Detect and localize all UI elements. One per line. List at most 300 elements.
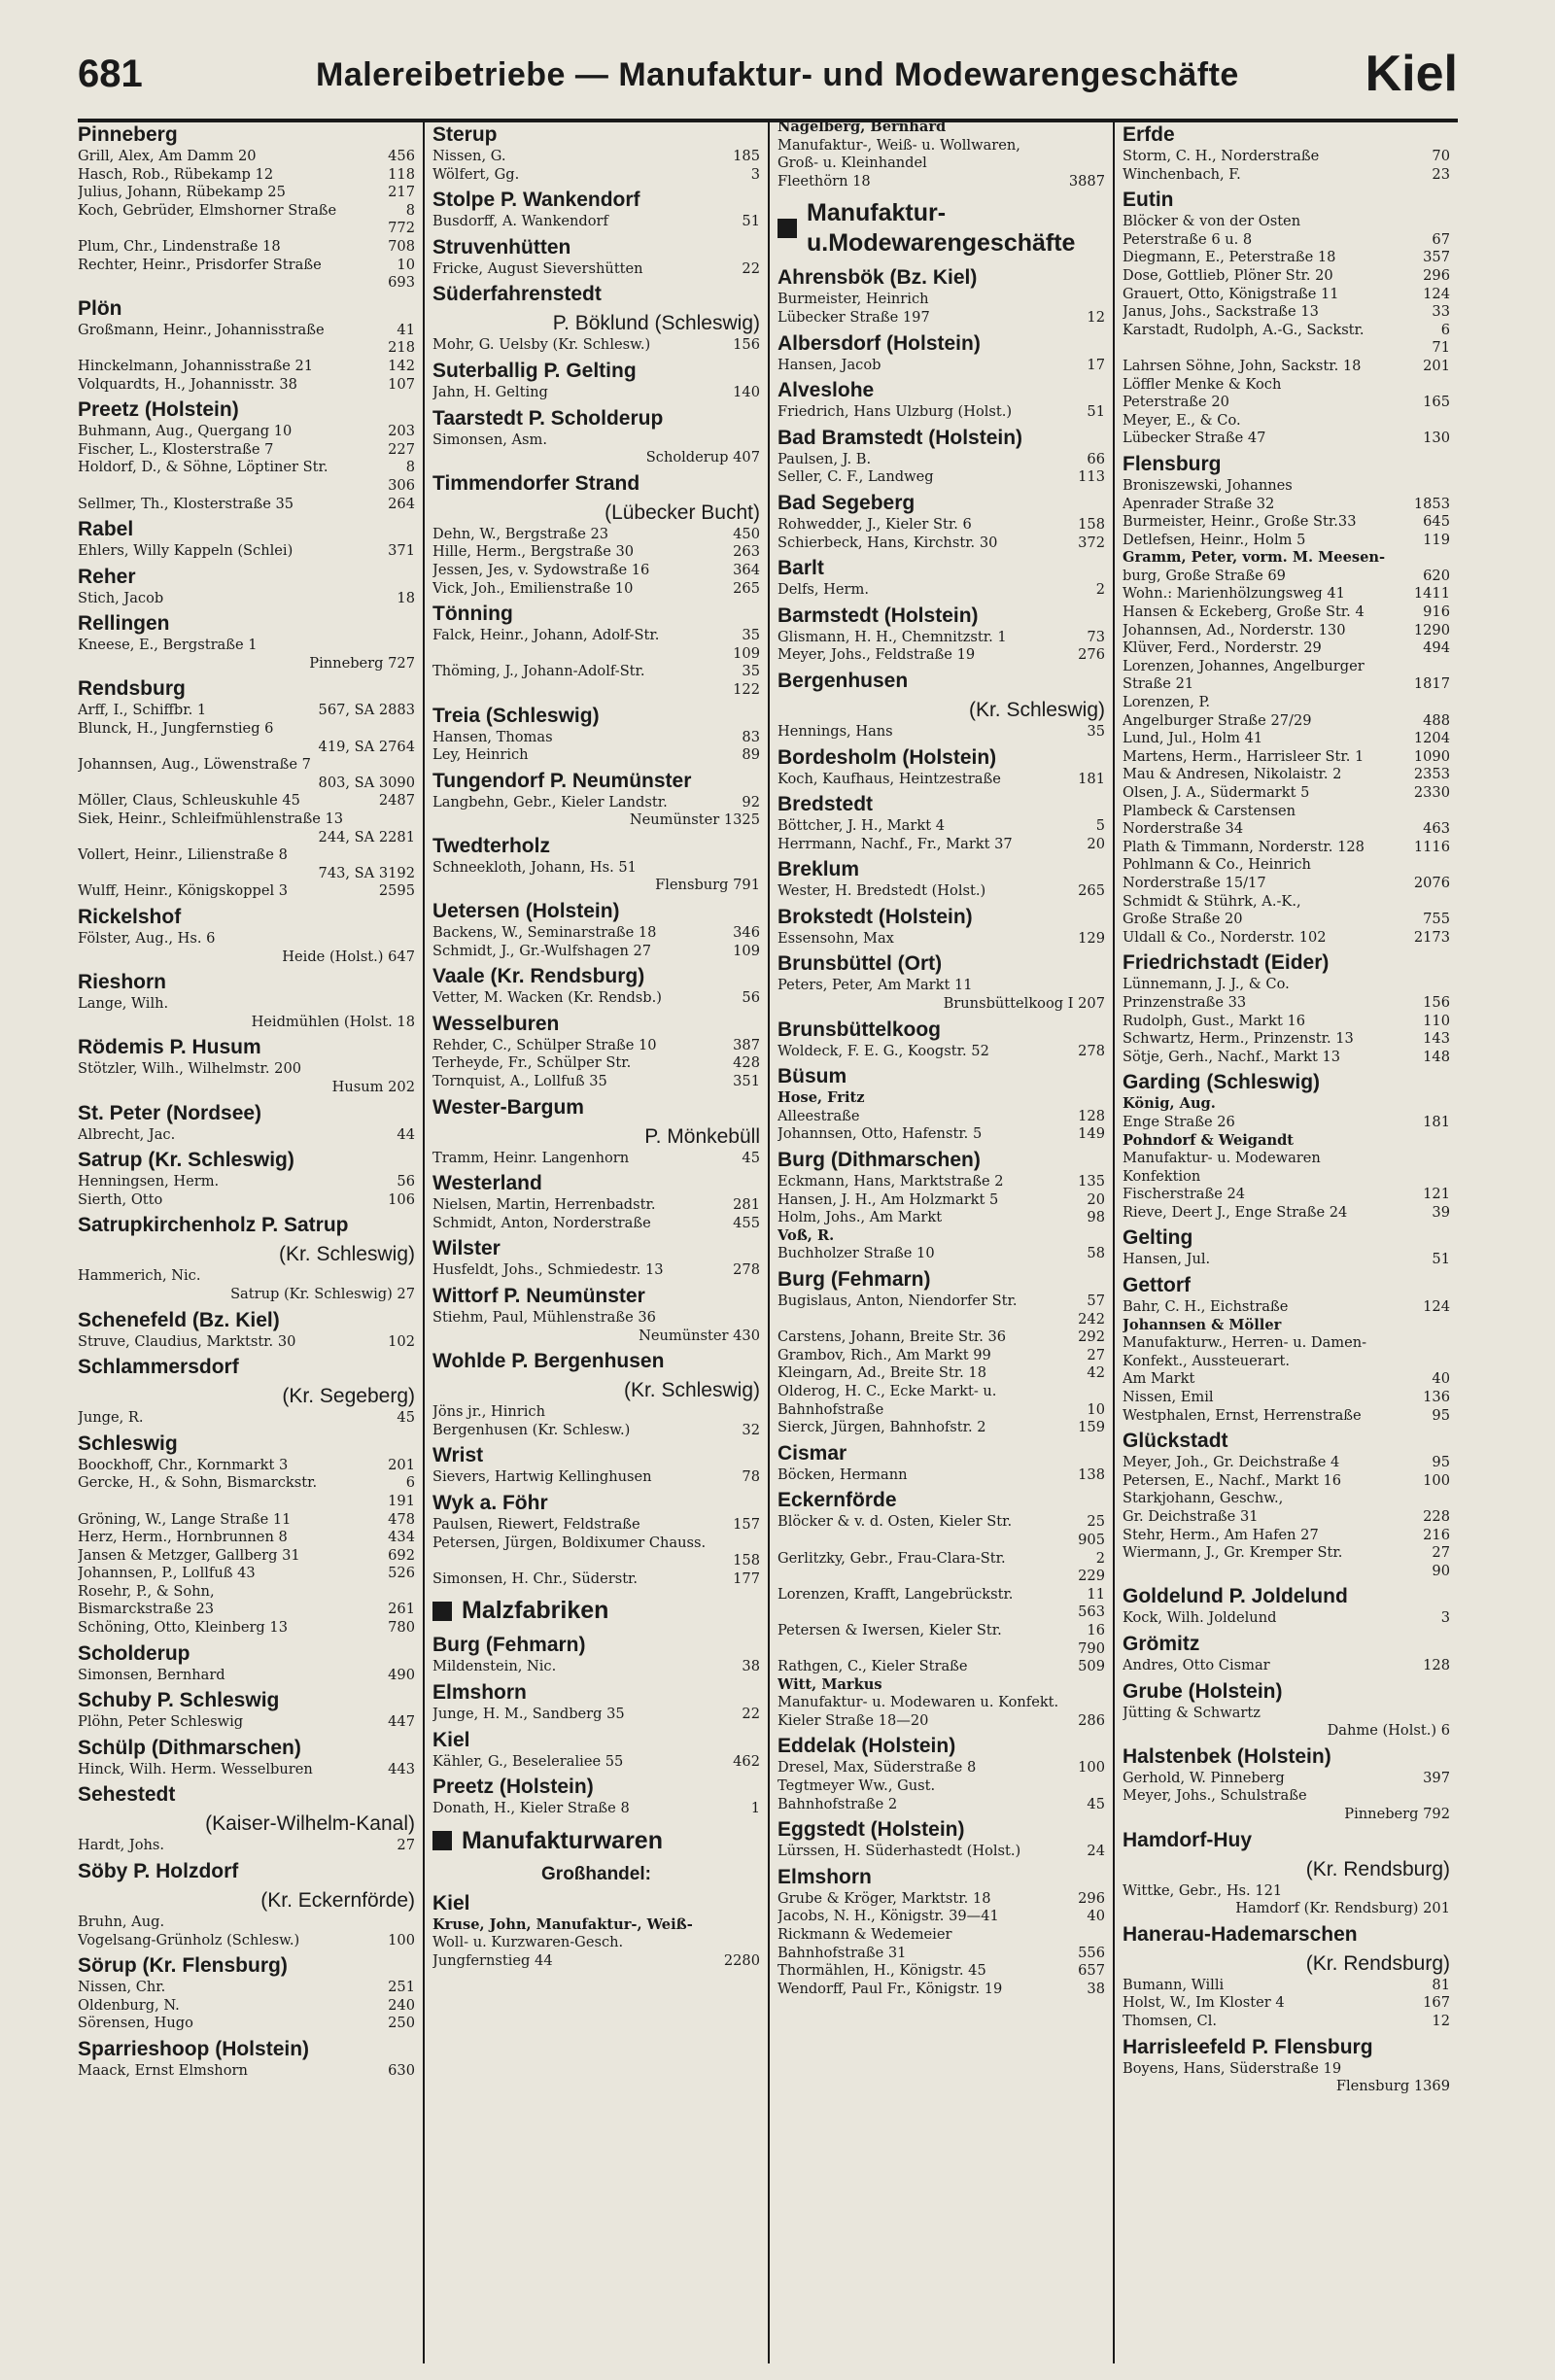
- entry-name: Junge, R.: [78, 1409, 144, 1427]
- entry-name: Detlefsen, Heinr., Holm 5: [1123, 531, 1306, 548]
- entry-name: Starkjohann, Geschw.,: [1123, 1490, 1284, 1507]
- entry-name: Donath, H., Kieler Straße 8: [432, 1800, 630, 1817]
- entry-phone: 121: [1423, 1186, 1450, 1203]
- entry-continuation: Neumünster 430: [639, 1327, 760, 1344]
- town-subheading: (Kr. Segeberg): [282, 1385, 415, 1408]
- town-heading: Sterup: [432, 123, 498, 146]
- entry-phone: 240: [388, 1996, 415, 2014]
- entry-phone: [1446, 1168, 1450, 1187]
- town-heading: St. Peter (Nordsee): [78, 1101, 262, 1124]
- listing-entry: [432, 627, 760, 645]
- listing-entry: [1123, 2013, 1450, 2031]
- town-heading: Wrist: [432, 1444, 484, 1467]
- entry-name: Plum, Chr., Lindenstraße 18: [78, 237, 281, 255]
- entry-continuation: Hamdorf (Kr. Rendsburg) 201: [1235, 1900, 1450, 1917]
- listing-entry: [432, 213, 760, 231]
- entry-phone: 2353: [1413, 766, 1450, 783]
- listing-entry: [432, 1570, 760, 1589]
- listing-entry: [1123, 604, 1450, 622]
- listing-entry: [1123, 766, 1450, 784]
- entry-name: Lund, Jul., Holm 41: [1123, 730, 1263, 747]
- entry-continuation: 244, SA 2281: [318, 828, 415, 845]
- town-subheading: (Lübecker Bucht): [605, 500, 760, 524]
- town-heading: Grube (Holstein): [1123, 1679, 1283, 1703]
- listing-entry: [778, 1777, 1105, 1796]
- listing-entry: [1123, 231, 1450, 250]
- entry-name: Nissen, G.: [432, 148, 506, 164]
- entry-continuation: Neumünster 1325: [629, 811, 760, 829]
- entry-name: Carstens, Johann, Breite Str. 36: [778, 1328, 1007, 1346]
- entry-name: Jungfernstieg 44: [432, 1951, 553, 1969]
- listing-entry: [432, 1150, 760, 1168]
- entry-name: Husfeldt, Johs., Schmiedestr. 13: [432, 1261, 664, 1279]
- listing-entry: [78, 1667, 415, 1685]
- entry-name: Lahrsen Söhne, John, Sackstr. 18: [1123, 357, 1362, 374]
- listing-entry: [1123, 1994, 1450, 2013]
- listing-entry: [78, 166, 415, 185]
- listing-entry: [778, 1383, 1105, 1401]
- entry-phone: 124: [1423, 285, 1450, 302]
- section-heading-text: Malzfabriken: [462, 1597, 609, 1625]
- entry-phone: 265: [1078, 882, 1105, 900]
- listing-entry: [1123, 639, 1450, 658]
- entry-name: Hansen, Thomas: [432, 728, 553, 745]
- listing-entry: [78, 322, 415, 340]
- listing-entry: [778, 1347, 1105, 1365]
- town-heading: Wilster: [432, 1237, 501, 1260]
- town-heading: Bredstedt: [778, 793, 874, 816]
- entry-phone: 286: [1078, 1711, 1105, 1729]
- entry-name: Hansen, Jul.: [1123, 1251, 1211, 1268]
- entry-name: Grube & Kröger, Marktstr. 18: [778, 1889, 991, 1907]
- entry-name: Norderstraße 15/17: [1123, 874, 1266, 891]
- entry-phone: [1446, 1882, 1450, 1901]
- entry-phone: [1101, 1926, 1105, 1945]
- entry-phone: 264: [388, 495, 415, 512]
- entry-phone: 35: [742, 627, 760, 644]
- entry-continuation: Scholderup 407: [645, 449, 760, 466]
- entry-phone: [756, 859, 760, 878]
- listing-entry: [432, 543, 760, 562]
- entry-name: Vetter, M. Wacken (Kr. Rendsb.): [432, 989, 662, 1007]
- town-heading: Glückstadt: [1123, 1430, 1228, 1453]
- entry-name: Schneekloth, Johann, Hs. 51: [432, 858, 637, 876]
- town-heading: Brunsbüttel (Ort): [778, 952, 943, 976]
- entry-phone: 2280: [723, 1951, 760, 1969]
- town-subheading: (Kr. Rendsburg): [1305, 1951, 1450, 1975]
- listing-entry: [78, 1267, 415, 1286]
- town-heading: Schuby P. Schleswig: [78, 1689, 280, 1712]
- entry-phone: 2487: [378, 792, 415, 810]
- town-heading: Eutin: [1123, 189, 1174, 212]
- entry-phone: 6: [1440, 321, 1450, 338]
- entry-name: Hinckelmann, Johannisstraße 21: [78, 357, 314, 374]
- entry-phone: 157: [733, 1515, 760, 1533]
- entry-name: Johannsen & Möller: [1123, 1316, 1282, 1333]
- entry-name: Peters, Peter, Am Markt 11: [778, 977, 973, 994]
- entry-name: Maack, Ernst Elmshorn: [78, 2062, 248, 2079]
- town-heading: Burg (Fehmarn): [432, 1634, 586, 1657]
- entry-phone: [1446, 856, 1450, 875]
- listing-entry: [78, 1474, 415, 1493]
- entry-name: Stiehm, Paul, Mühlenstraße 36: [432, 1309, 656, 1326]
- entry-phone: [1101, 291, 1105, 309]
- listing-entry: [1123, 1334, 1450, 1353]
- town-heading: Suterballig P. Gelting: [432, 359, 637, 382]
- listing-entry: [778, 1227, 1105, 1246]
- entry-name: Manufaktur- u. Modewaren: [1123, 1150, 1321, 1167]
- entry-phone: [756, 1403, 760, 1422]
- entry-phone: [1446, 2060, 1450, 2079]
- town-heading: Wohlde P. Bergenhusen: [432, 1350, 665, 1373]
- town-heading: Scholderup: [78, 1641, 190, 1665]
- listing-entry: [778, 1466, 1105, 1485]
- entry-phone: [1446, 1150, 1450, 1168]
- entry-phone: [1446, 549, 1450, 568]
- listing-entry: [1123, 929, 1450, 948]
- entry-phone: 185: [733, 148, 760, 164]
- entry-phone: 22: [742, 259, 760, 277]
- listing-entry: [1123, 1472, 1450, 1491]
- entry-name: Hille, Herm., Bergstraße 30: [432, 543, 635, 561]
- listing-entry: [778, 1890, 1105, 1909]
- entry-phone: 8: [405, 459, 415, 476]
- listing-entry: [778, 1712, 1105, 1731]
- listing-entry: [778, 1328, 1105, 1347]
- entry-phone: [1446, 976, 1450, 994]
- page-header: [78, 39, 1458, 122]
- entry-name: Rechter, Heinr., Prisdorfer Straße: [78, 256, 322, 273]
- town-heading: Bad Bramstedt (Holstein): [778, 426, 1023, 449]
- town-heading: Vaale (Kr. Rendsburg): [432, 965, 645, 988]
- entry-name: Angelburger Straße 27/29: [1123, 711, 1312, 729]
- listing-entry: [1123, 430, 1450, 448]
- town-heading: Brunsbüttelkoog: [778, 1018, 941, 1041]
- listing-entry: [778, 1293, 1105, 1311]
- entry-phone: [411, 756, 415, 775]
- town-heading: Rödemis P. Husum: [78, 1036, 261, 1059]
- entry-phone: 159: [1078, 1419, 1105, 1436]
- entry-phone: 102: [388, 1332, 415, 1350]
- town-heading: Goldelund P. Joldelund: [1123, 1585, 1348, 1608]
- entry-name: Terheyde, Fr., Schülper Str.: [432, 1054, 632, 1072]
- town-heading: Struvenhütten: [432, 235, 571, 259]
- entry-phone: 95: [1432, 1454, 1450, 1471]
- entry-name: Pohndorf & Weigandt: [1123, 1131, 1295, 1149]
- entry-phone: 70: [1432, 148, 1450, 164]
- listing-entry: [78, 1619, 415, 1638]
- listing-entry: [1123, 1977, 1450, 1995]
- entry-name: Woldeck, F. E. G., Koogstr. 52: [778, 1042, 989, 1059]
- entry-name: Kock, Wilh. Joldelund: [1123, 1609, 1277, 1627]
- entry-phone: [411, 720, 415, 739]
- entry-name: Prinzenstraße 33: [1123, 993, 1247, 1011]
- listing-entry: [78, 1713, 415, 1732]
- entry-name: burg, Große Straße 69: [1123, 567, 1286, 584]
- entry-continuation: 905: [1078, 1531, 1105, 1548]
- entry-name: Große Straße 20: [1123, 911, 1243, 928]
- listing-entry: [1123, 1770, 1450, 1788]
- entry-name: Hansen, J. H., Am Holzmarkt 5: [778, 1190, 999, 1208]
- entry-continuation: 563: [1078, 1604, 1105, 1621]
- entry-phone: [1446, 1787, 1450, 1806]
- entry-name: Hasch, Rob., Rübekamp 12: [78, 165, 274, 183]
- entry-phone: 251: [388, 1979, 415, 1996]
- town-subheading: (Kr. Schleswig): [623, 1379, 760, 1402]
- entry-name: Boockhoff, Chr., Kornmarkt 3: [78, 1456, 289, 1473]
- listing-entry: [432, 1916, 760, 1935]
- column-4: [1113, 119, 1458, 2363]
- entry-phone: 32: [742, 1421, 760, 1438]
- entry-continuation: 693: [388, 274, 415, 292]
- entry-phone: 124: [1423, 1298, 1450, 1316]
- entry-phone: 10: [397, 256, 415, 273]
- listing-entry: [1123, 1508, 1450, 1527]
- town-heading: Sörup (Kr. Flensburg): [78, 1954, 288, 1978]
- entry-name: Herrmann, Nachf., Fr., Markt 37: [778, 835, 1013, 852]
- entry-phone: 35: [742, 663, 760, 680]
- entry-phone: 217: [388, 184, 415, 201]
- listing-entry: [432, 580, 760, 599]
- entry-phone: 265: [733, 579, 760, 597]
- town-heading: Bergenhusen: [778, 669, 909, 692]
- town-heading: Erfde: [1123, 123, 1175, 146]
- listing-entry: [78, 1529, 415, 1547]
- entry-name: Fischer, L., Klosterstraße 7: [78, 440, 274, 458]
- entry-name: Olsen, J. A., Südermarkt 5: [1123, 784, 1310, 801]
- listing-entry: [1123, 376, 1450, 395]
- entry-name: Sellmer, Th., Klosterstraße 35: [78, 495, 294, 512]
- entry-name: Gramm, Peter, vorm. M. Meesen-: [1123, 549, 1386, 567]
- listing-entry: [778, 1658, 1105, 1676]
- entry-phone: [1101, 1383, 1105, 1401]
- entry-phone: 351: [733, 1073, 760, 1090]
- entry-name: Dose, Gottlieb, Plöner Str. 20: [1123, 266, 1333, 284]
- entry-name: Meyer, Johs., Feldstraße 19: [778, 646, 976, 664]
- listing-entry: [1123, 568, 1450, 586]
- entry-name: Hinck, Wilh. Herm. Wesselburen: [78, 1760, 313, 1777]
- listing-entry: [1123, 1609, 1450, 1628]
- listing-entry: [432, 1658, 760, 1676]
- entry-continuation: Satrup (Kr. Schleswig) 27: [230, 1285, 415, 1302]
- entry-name: Norderstraße 34: [1123, 820, 1244, 838]
- entry-name: Mohr, G. Uelsby (Kr. Schlesw.): [432, 336, 651, 354]
- entry-continuation: 772: [388, 220, 415, 237]
- entry-name: Plambeck & Carstensen: [1123, 802, 1296, 819]
- entry-name: Glismann, H. H., Chemnitzstr. 1: [778, 628, 1007, 645]
- listing-entry: [432, 1073, 760, 1091]
- listing-entry: [432, 663, 760, 681]
- listing-entry: [78, 238, 415, 257]
- entry-phone: 296: [1078, 1889, 1105, 1907]
- entry-phone: 89: [742, 746, 760, 764]
- entry-name: Delfs, Herm.: [778, 581, 869, 599]
- entry-phone: 263: [733, 543, 760, 561]
- entry-phone: 450: [733, 525, 760, 542]
- town-subheading: (Kr. Rendsburg): [1305, 1857, 1450, 1880]
- town-heading: Gelting: [1123, 1226, 1193, 1250]
- listing-entry: [432, 1706, 760, 1724]
- listing-entry: [778, 930, 1105, 949]
- entry-phone: 261: [388, 1601, 415, 1618]
- listing-entry: [432, 1422, 760, 1440]
- listing-entry: [78, 756, 415, 775]
- listing-entry: [1123, 748, 1450, 767]
- entry-name: Wester, H. Bredstedt (Holst.): [778, 882, 986, 900]
- listing-entry: [778, 516, 1105, 535]
- listing-entry: [1123, 875, 1450, 893]
- entry-phone: 83: [742, 728, 760, 745]
- entry-name: Nissen, Emil: [1123, 1389, 1214, 1406]
- entry-name: Schierbeck, Hans, Kirchstr. 30: [778, 534, 998, 551]
- listing-entry: [778, 646, 1105, 665]
- entry-continuation: 803, SA 3090: [318, 774, 415, 791]
- entry-name: Konfekt., Aussteuerart.: [1123, 1352, 1290, 1369]
- entry-phone: 110: [1423, 1012, 1450, 1029]
- entry-phone: 27: [1432, 1544, 1450, 1562]
- entry-name: Rosehr, P., & Sohn,: [78, 1582, 215, 1600]
- entry-name: Hansen & Eckeberg, Große Str. 4: [1123, 604, 1365, 621]
- listing-entry: [78, 1126, 415, 1145]
- entry-name: Burmeister, Heinr., Große Str.33: [1123, 513, 1357, 531]
- listing-entry: [78, 376, 415, 395]
- town-heading: Rellingen: [78, 612, 170, 636]
- entry-phone: 27: [397, 1837, 415, 1854]
- entry-phone: 16: [1087, 1621, 1105, 1638]
- entry-name: Simonsen, H. Chr., Süderstr.: [432, 1569, 639, 1587]
- entry-name: Busdorff, A. Wankendorf: [432, 213, 608, 230]
- entry-phone: [1101, 1676, 1105, 1695]
- entry-phone: [1101, 1694, 1105, 1712]
- entry-name: Uldall & Co., Norderstr. 102: [1123, 928, 1327, 946]
- section-heading: [778, 198, 1105, 259]
- entry-name: Witt, Markus: [778, 1675, 882, 1693]
- section-heading: [432, 1596, 760, 1626]
- entry-phone: 1290: [1413, 621, 1450, 638]
- listing-entry: [1123, 1370, 1450, 1389]
- listing-entry: [432, 1800, 760, 1818]
- entry-name: Johannsen, Otto, Hafenstr. 5: [778, 1125, 983, 1143]
- entry-name: Plath & Timmann, Norderstr. 128: [1123, 838, 1365, 855]
- listing-entry: [78, 1979, 415, 1997]
- entry-name: Petersen, Jürgen, Boldixumer Chauss.: [432, 1534, 707, 1551]
- entry-name: Bruhn, Aug.: [78, 1914, 165, 1931]
- entry-name: Bumann, Willi: [1123, 1976, 1225, 1993]
- entry-phone: 201: [1423, 357, 1450, 374]
- listing-entry: [778, 1419, 1105, 1437]
- listing-entry: [78, 995, 415, 1014]
- town-heading: Schenefeld (Bz. Kiel): [78, 1308, 280, 1331]
- entry-phone: 2595: [378, 882, 415, 900]
- entry-phone: 100: [1078, 1759, 1105, 1776]
- entry-phone: [1101, 137, 1105, 155]
- entry-name: Bahnhofstraße 31: [778, 1944, 907, 1961]
- entry-phone: 165: [1423, 394, 1450, 411]
- entry-phone: [411, 846, 415, 865]
- entry-name: Schöning, Otto, Kleinberg 13: [78, 1619, 288, 1637]
- entry-phone: 25: [1087, 1513, 1105, 1531]
- listing-entry: [1123, 911, 1450, 929]
- entry-phone: 38: [742, 1658, 760, 1675]
- listing-entry: [1123, 820, 1450, 839]
- listing-entry: [778, 1676, 1105, 1695]
- town-heading: Preetz (Holstein): [78, 398, 239, 422]
- entry-continuation: Dahme (Holst.) 6: [1327, 1722, 1450, 1740]
- listing-entry: [778, 1981, 1105, 1999]
- town-heading: Kiel: [432, 1891, 470, 1914]
- entry-name: Schmidt & Stührk, A.-K.,: [1123, 892, 1301, 910]
- entry-name: Lübecker Straße 47: [1123, 430, 1266, 447]
- entry-phone: 387: [733, 1036, 760, 1053]
- entry-phone: 156: [1423, 993, 1450, 1011]
- listing-entry: [78, 930, 415, 949]
- entry-name: Thöming, J., Johann-Adolf-Str.: [432, 663, 645, 680]
- listing-entry: [1123, 513, 1450, 532]
- listing-entry: [78, 637, 415, 655]
- town-heading: Eggstedt (Holstein): [778, 1818, 965, 1842]
- entry-name: Julius, Johann, Rübekamp 25: [78, 184, 286, 201]
- entry-phone: 148: [1423, 1048, 1450, 1065]
- listing-entry: [432, 1196, 760, 1215]
- listing-entry: [1123, 839, 1450, 857]
- listing-entry: [432, 989, 760, 1008]
- listing-entry: [432, 260, 760, 279]
- entry-phone: 494: [1423, 639, 1450, 657]
- entry-name: Pohlmann & Co., Heinrich: [1123, 856, 1311, 874]
- town-subheading: (Kr. Schleswig): [278, 1243, 415, 1266]
- entry-phone: 149: [1078, 1125, 1105, 1143]
- listing-entry: [1123, 1657, 1450, 1675]
- entry-name: Wittke, Gebr., Hs. 121: [1123, 1881, 1283, 1899]
- entry-name: Wiermann, J., Gr. Kremper Str.: [1123, 1544, 1343, 1562]
- listing-entry: [1123, 358, 1450, 376]
- entry-name: Kruse, John, Manufaktur-, Weiß-: [432, 1915, 693, 1933]
- listing-entry: [1123, 303, 1450, 322]
- listing-entry: [778, 1173, 1105, 1191]
- listing-entry: [778, 1586, 1105, 1604]
- listing-entry: [778, 403, 1105, 422]
- entry-phone: [1446, 1132, 1450, 1151]
- entry-phone: [1446, 477, 1450, 496]
- listing-entry: [78, 846, 415, 865]
- entry-name: Falck, Heinr., Johann, Adolf-Str.: [432, 627, 660, 644]
- entry-phone: 100: [388, 1931, 415, 1949]
- entry-name: Stötzler, Wilh., Wilhelmstr. 200: [78, 1060, 302, 1078]
- entry-phone: 42: [1087, 1364, 1105, 1382]
- entry-name: Vollert, Heinr., Lilienstraße 8: [78, 846, 288, 864]
- entry-phone: 2076: [1413, 874, 1450, 891]
- entry-continuation: 122: [733, 680, 760, 698]
- entry-phone: 118: [388, 165, 415, 183]
- entry-phone: 35: [1087, 722, 1105, 740]
- listing-entry: [1123, 658, 1450, 676]
- entry-continuation: 743, SA 3192: [318, 864, 415, 881]
- entry-phone: 158: [1078, 515, 1105, 533]
- listing-entry: [778, 977, 1105, 995]
- entry-name: Bahnhofstraße: [778, 1400, 884, 1418]
- town-heading: Schleswig: [78, 1431, 178, 1455]
- listing-entry: [432, 526, 760, 544]
- entry-name: Gercke, H., & Sohn, Bismarckstr.: [78, 1474, 318, 1492]
- listing-entry: [78, 720, 415, 739]
- listing-entry: [432, 336, 760, 355]
- town-heading: Burg (Fehmarn): [778, 1268, 931, 1291]
- entry-name: Seller, C. F., Landweg: [778, 468, 934, 486]
- entry-name: Paulsen, J. B.: [778, 450, 872, 467]
- entry-phone: 462: [733, 1752, 760, 1770]
- entry-phone: 463: [1423, 820, 1450, 838]
- listing-entry: [1123, 1787, 1450, 1806]
